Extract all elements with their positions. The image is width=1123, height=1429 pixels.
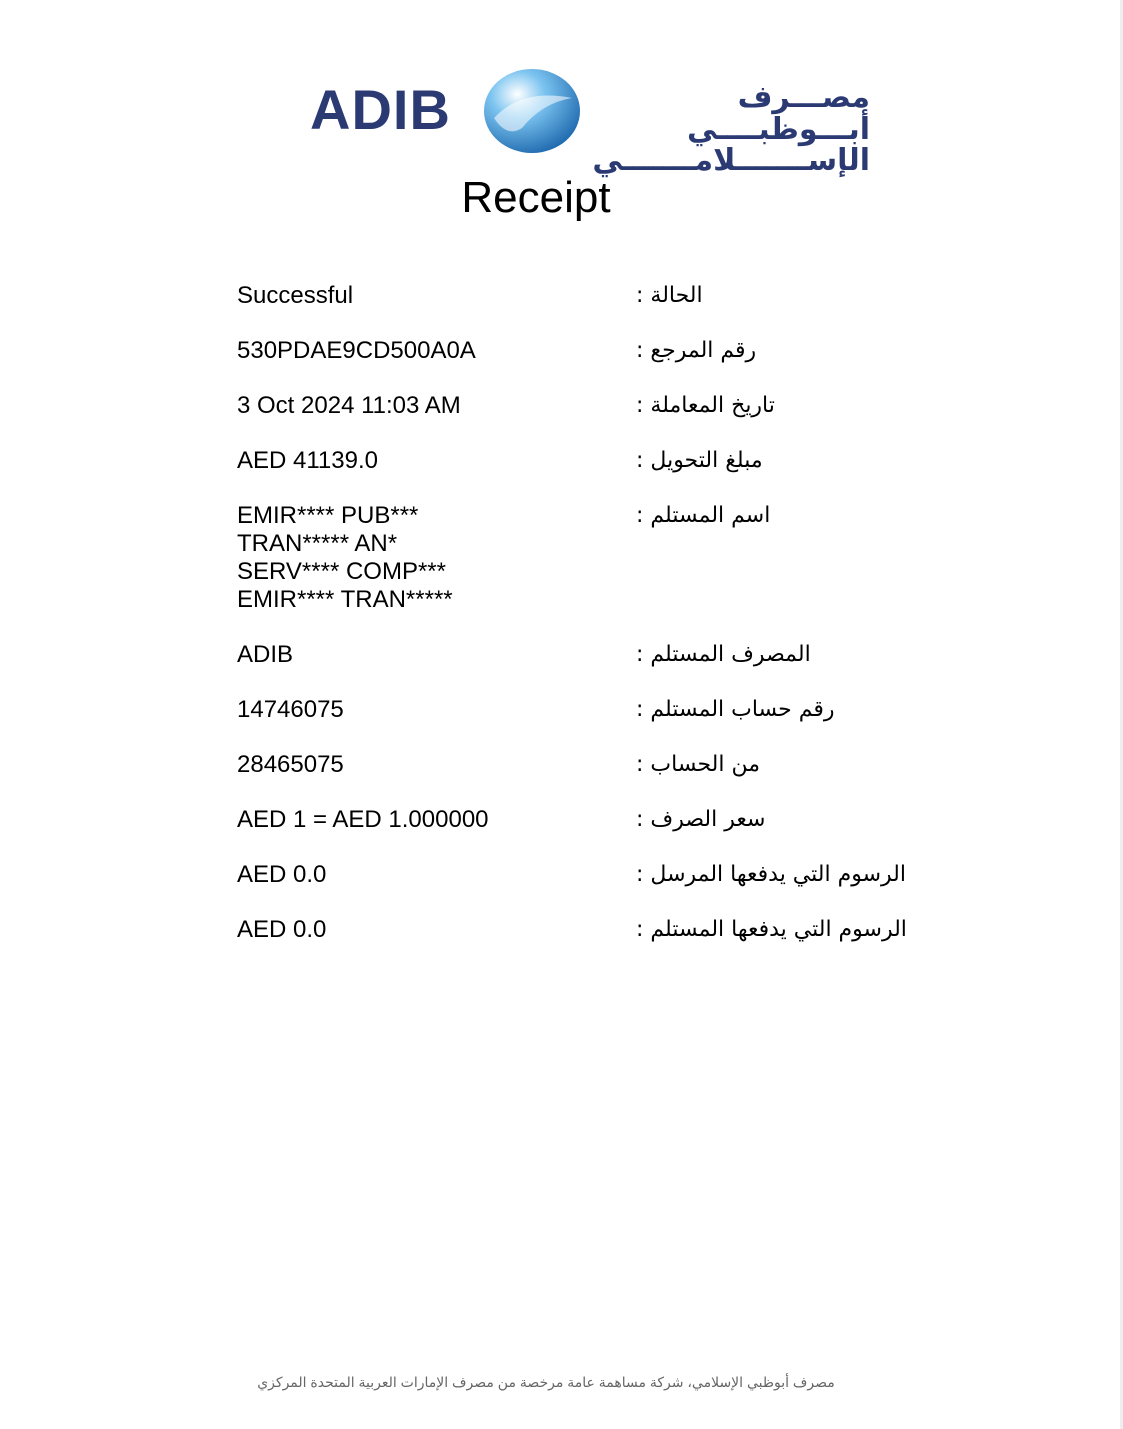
adib-globe-icon: [482, 68, 582, 154]
detail-value-line: AED 1 = AED 1.000000: [237, 806, 489, 833]
detail-row: [0, 916, 1123, 944]
detail-value-line: TRAN***** AN*: [237, 530, 398, 557]
detail-row: [0, 751, 1123, 779]
detail-value: [237, 447, 617, 475]
adib-arabic-logo: [592, 81, 870, 177]
detail-row: [0, 806, 1123, 834]
page-title: Receipt: [461, 173, 611, 222]
detail-row: [0, 447, 1123, 475]
detail-row: [0, 861, 1123, 889]
detail-label: الرسوم التي يدفعها المستلم :: [636, 917, 907, 942]
detail-value-line: 530PDAE9CD500A0A: [237, 337, 476, 364]
arabic-logo-line1: مصـــرف أبـــوظبــــي: [687, 81, 870, 146]
detail-value: [237, 282, 617, 310]
detail-label: رقم المرجع :: [636, 338, 757, 363]
detail-value-line: AED 0.0: [237, 916, 327, 943]
detail-label: من الحساب :: [636, 752, 760, 777]
detail-value-line: AED 41139.0: [237, 447, 378, 474]
detail-value-line: 3 Oct 2024 11:03 AM: [237, 392, 461, 419]
detail-value: [237, 392, 617, 420]
detail-row: [0, 282, 1123, 310]
detail-value: [237, 806, 617, 834]
detail-value: [237, 696, 617, 724]
detail-value: [237, 916, 617, 944]
adib-logo-text: ADIB: [310, 78, 451, 141]
detail-value-line: EMIR**** TRAN*****: [237, 586, 453, 613]
detail-value: [237, 641, 617, 669]
detail-value: [237, 337, 617, 365]
detail-value: [237, 861, 617, 889]
detail-value: [237, 751, 617, 779]
detail-value-line: 14746075: [237, 696, 344, 723]
detail-row: [0, 641, 1123, 669]
detail-row: [0, 696, 1123, 724]
detail-label: الرسوم التي يدفعها المرسل :: [636, 862, 906, 887]
detail-row: [0, 392, 1123, 420]
detail-label: الحالة :: [636, 283, 703, 308]
arabic-logo-line2: الإســـــــلامـــــــي: [592, 144, 870, 177]
detail-label: رقم حساب المستلم :: [636, 697, 835, 722]
detail-value-line: 28465075: [237, 751, 344, 778]
detail-label: مبلغ التحويل :: [636, 448, 763, 473]
footer-disclaimer: مصرف أبوظبي الإسلامي، شركة مساهمة عامة مرخصة من مصرف الإمارات العربية المتحدة المركزي: [257, 1374, 835, 1390]
bank-header: [0, 62, 1123, 177]
detail-value-line: ADIB: [237, 641, 294, 668]
detail-value-line: AED 0.0: [237, 861, 327, 888]
receipt-details: [0, 282, 1123, 971]
detail-label: اسم المستلم :: [636, 503, 771, 528]
detail-value-line: EMIR**** PUB***: [237, 502, 419, 529]
detail-value: [237, 502, 617, 614]
detail-label: سعر الصرف :: [636, 807, 766, 832]
detail-value-line: Successful: [237, 282, 354, 309]
detail-label: المصرف المستلم :: [636, 642, 811, 667]
detail-label: تاريخ المعاملة :: [636, 393, 775, 418]
detail-value-line: SERV**** COMP***: [237, 558, 446, 585]
detail-row: [0, 502, 1123, 614]
detail-row: [0, 337, 1123, 365]
